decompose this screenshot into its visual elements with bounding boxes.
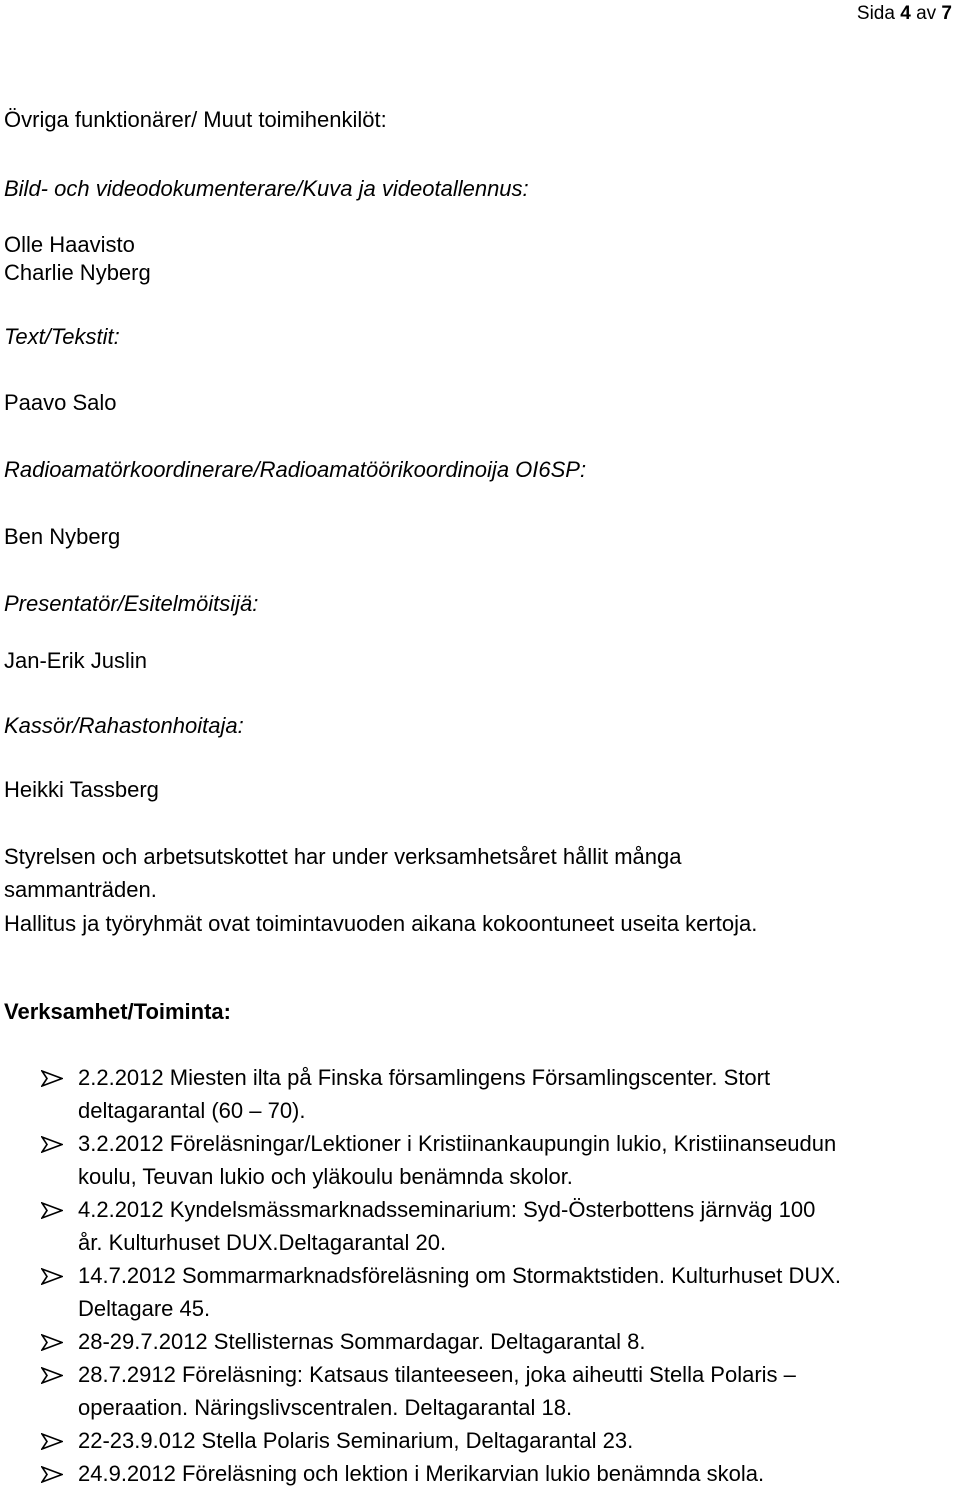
name-jan-erik: Jan-Erik Juslin (4, 648, 148, 673)
paragraph-line-1: Styrelsen och arbetsutskottet har under verksamhetsåret hållit många (4, 844, 682, 869)
paragraph-line-2: sammanträden. (4, 877, 157, 902)
name-ben: Ben Nyberg (4, 524, 121, 549)
activity-line: operaation. Näringslivscentralen. Deltagarantal 18. (78, 1395, 573, 1420)
activity-item (0, 1259, 960, 1325)
activity-line: 3.2.2012 Föreläsningar/Lektioner i Kristiinankaupungin lukio, Kristiinanseudun (78, 1131, 837, 1156)
paragraph-line-3: Hallitus ja työryhmät ovat toimintavuoden aikana kokoontuneet useita kertoja. (4, 911, 758, 936)
activity-item (0, 1193, 960, 1259)
name-paavo: Paavo Salo (4, 390, 117, 415)
activity-item (0, 1061, 960, 1127)
role-treasurer: Kassör/Rahastonhoitaja: (4, 713, 244, 738)
role-radio: Radioamatörkoordinerare/Radioamatöörikoordinoija OI6SP: (4, 457, 587, 482)
activity-line: 24.9.2012 Föreläsning och lektion i Merikarvian lukio benämnda skola. (78, 1461, 765, 1486)
page-label: Sida (856, 3, 895, 24)
page-total: 7 (941, 3, 952, 24)
activity-line: 4.2.2012 Kyndelsmässmarknadsseminarium: Syd-Österbottens järnväg 100 (78, 1197, 816, 1222)
activity-line: Deltagare 45. (78, 1296, 211, 1321)
arrow-bullet-icon (41, 1433, 63, 1450)
arrow-bullet-icon (41, 1334, 63, 1351)
name-olle: Olle Haavisto (4, 232, 135, 257)
activity-line: år. Kulturhuset DUX.Deltagarantal 20. (78, 1230, 447, 1255)
activity-line: 2.2.2012 Miesten ilta på Finska församlingens Församlingscenter. Stort (78, 1065, 771, 1090)
activity-item (0, 1325, 960, 1358)
officials-heading: Övriga funktionärer/ Muut toimihenkilöt: (4, 107, 387, 132)
arrow-bullet-icon (41, 1136, 63, 1153)
role-text: Text/Tekstit: (4, 324, 120, 349)
activity-item (0, 1358, 960, 1424)
name-heikki: Heikki Tassberg (4, 777, 159, 802)
page-of-label: av (916, 3, 937, 24)
arrow-bullet-icon (41, 1268, 63, 1285)
activity-line: 28.7.2912 Föreläsning: Katsaus tilanteeseen, joka aiheutti Stella Polaris – (78, 1362, 796, 1387)
activities-heading: Verksamhet/Toiminta: (4, 999, 231, 1024)
page-number (857, 2, 952, 26)
name-charlie: Charlie Nyberg (4, 260, 151, 285)
role-video: Bild- och videodokumenterare/Kuva ja videotallennus: (4, 176, 529, 201)
arrow-bullet-icon (41, 1202, 63, 1219)
page-current: 4 (900, 3, 911, 24)
arrow-bullet-icon (41, 1466, 63, 1483)
activity-item (0, 1127, 960, 1193)
activity-line: deltagarantal (60 – 70). (78, 1098, 306, 1123)
activity-line: 14.7.2012 Sommarmarknadsföreläsning om Stormaktstiden. Kulturhuset DUX. (78, 1263, 842, 1288)
activity-item (0, 1457, 960, 1490)
arrow-bullet-icon (41, 1070, 63, 1087)
activity-line: 28-29.7.2012 Stellisternas Sommardagar. Deltagarantal 8. (78, 1329, 646, 1354)
activity-line: 22-23.9.012 Stella Polaris Seminarium, Deltagarantal 23. (78, 1428, 634, 1453)
arrow-bullet-icon (41, 1367, 63, 1384)
activity-item (0, 1424, 960, 1457)
activities-list (0, 1061, 960, 1490)
role-presenter: Presentatör/Esitelmöitsijä: (4, 591, 259, 616)
activity-line: koulu, Teuvan lukio och yläkoulu benämnda skolor. (78, 1164, 573, 1189)
